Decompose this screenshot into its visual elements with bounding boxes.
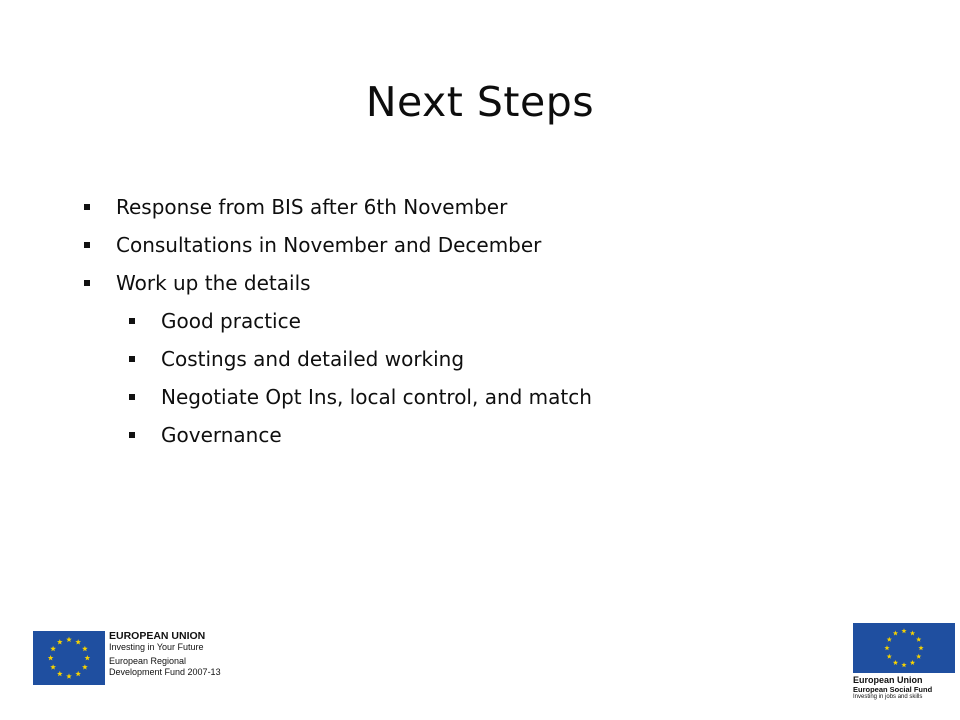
bullet-item [84, 226, 904, 264]
logo-tagline: Investing in Your Future [109, 642, 204, 652]
bullet-square-icon [129, 432, 135, 438]
esf-logo-text [853, 675, 955, 701]
erdf-logo-text [109, 630, 279, 678]
bullet-square-icon [84, 242, 90, 248]
erdf-logo [33, 630, 221, 685]
sub-bullet-text: Negotiate Opt Ins, local control, and match [161, 385, 592, 409]
logo-tagline: Investing in jobs and skills [853, 694, 923, 700]
sub-bullet-text: Costings and detailed working [161, 347, 465, 371]
bullet-square-icon [84, 204, 90, 210]
sub-bullet-item [84, 378, 904, 416]
sub-bullet-text: Good practice [161, 309, 301, 333]
bullet-square-icon [129, 318, 135, 324]
logo-eu-heading: European Union [853, 675, 923, 685]
logo-fund-period: Development Fund 2007-13 [109, 667, 221, 677]
eu-flag-icon [33, 631, 105, 685]
bullet-text: Consultations in November and December [116, 233, 542, 257]
bullet-list [84, 188, 904, 454]
bullet-text: Work up the details [116, 271, 311, 295]
sub-bullet-item [84, 340, 904, 378]
eu-flag-icon [853, 623, 955, 673]
bullet-square-icon [129, 394, 135, 400]
bullet-item [84, 264, 904, 302]
slide-title: Next Steps [365, 78, 595, 126]
sub-bullet-item [84, 416, 904, 454]
esf-logo [853, 623, 955, 701]
bullet-text: Response from BIS after 6th November [116, 195, 508, 219]
logo-fund-name: European Regional [109, 656, 187, 666]
sub-bullet-item [84, 302, 904, 340]
logo-fund-name: European Social Fund [853, 685, 933, 694]
bullet-square-icon [129, 356, 135, 362]
logo-eu-heading: EUROPEAN UNION [109, 630, 206, 642]
bullet-square-icon [84, 280, 90, 286]
sub-bullet-text: Governance [161, 423, 282, 447]
bullet-item [84, 188, 904, 226]
